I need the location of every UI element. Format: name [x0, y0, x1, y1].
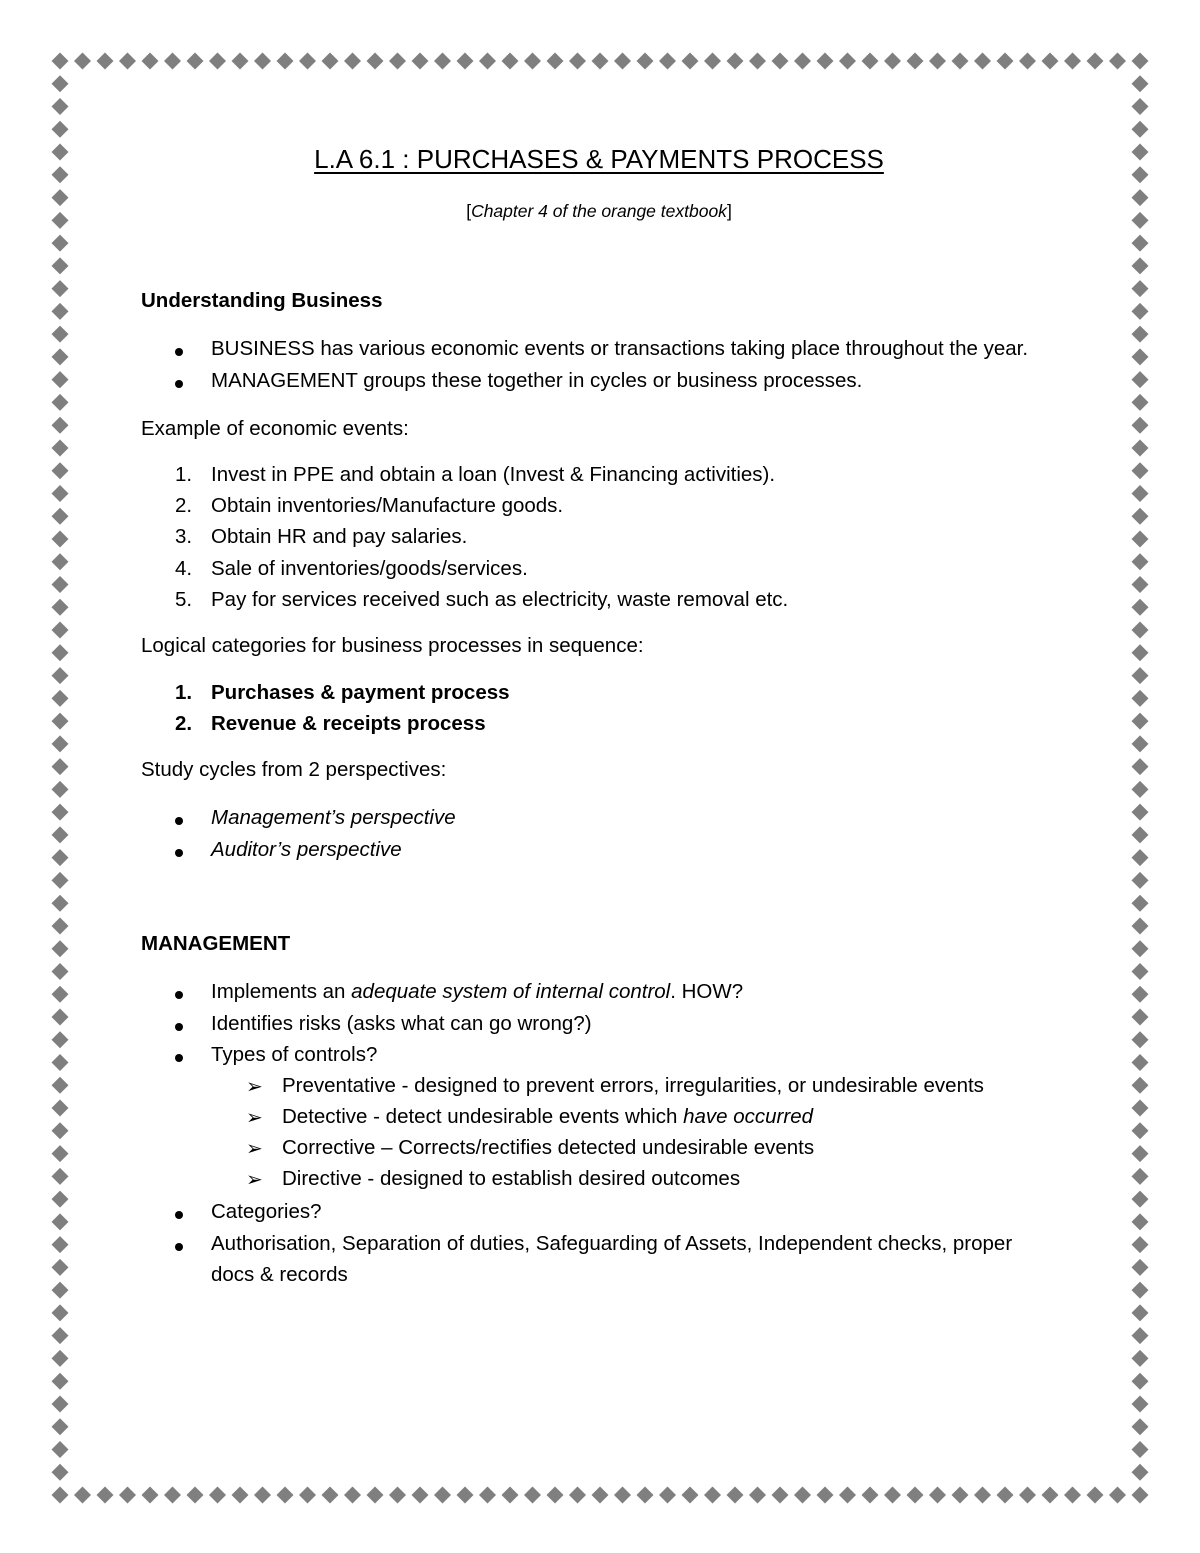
border-diamond — [1132, 371, 1149, 388]
border-diamond — [322, 53, 339, 70]
list-item: Types of controls? — [211, 1043, 378, 1066]
section-heading-examples: Example of economic events: — [141, 417, 409, 440]
border-diamond — [52, 212, 69, 229]
list-number: 2. — [175, 494, 193, 517]
sub-list-item: Corrective – Corrects/rectifies detected undesirable events — [282, 1136, 815, 1159]
border-diamond — [884, 1487, 901, 1504]
border-diamond — [1132, 257, 1149, 274]
border-diamond — [1087, 53, 1104, 70]
border-diamond — [1132, 599, 1149, 616]
border-diamond — [52, 98, 69, 115]
list-number: 1. — [175, 463, 193, 486]
border-diamond — [52, 1009, 69, 1026]
border-diamond — [907, 1487, 924, 1504]
border-diamond — [367, 1487, 384, 1504]
border-diamond — [52, 531, 69, 548]
border-diamond — [1132, 1077, 1149, 1094]
border-diamond — [727, 53, 744, 70]
border-diamond — [52, 986, 69, 1003]
border-diamond — [704, 53, 721, 70]
border-diamond — [1064, 1487, 1081, 1504]
border-diamond — [187, 53, 204, 70]
border-diamond — [1132, 326, 1149, 343]
border-diamond — [1132, 1487, 1149, 1504]
border-diamond — [52, 1031, 69, 1048]
border-diamond — [52, 1122, 69, 1139]
border-diamond — [1132, 553, 1149, 570]
border-diamond — [52, 189, 69, 206]
bullet-icon — [175, 380, 183, 388]
border-diamond — [209, 1487, 226, 1504]
border-diamond — [659, 53, 676, 70]
border-diamond — [1132, 1213, 1149, 1230]
border-diamond — [929, 53, 946, 70]
border-diamond — [727, 1487, 744, 1504]
border-diamond — [52, 462, 69, 479]
border-diamond — [52, 735, 69, 752]
list-number: 1. — [175, 681, 193, 704]
border-diamond — [1132, 849, 1149, 866]
border-diamond — [704, 1487, 721, 1504]
border-diamond — [637, 1487, 654, 1504]
bullet-icon — [175, 1023, 183, 1031]
border-diamond — [254, 1487, 271, 1504]
border-diamond — [997, 53, 1014, 70]
border-diamond — [1132, 485, 1149, 502]
border-diamond — [457, 53, 474, 70]
sub-list-item: Detective - detect undesirable events which have occurred — [282, 1105, 814, 1128]
border-diamond — [614, 1487, 631, 1504]
border-diamond — [52, 1145, 69, 1162]
border-diamond — [52, 75, 69, 92]
border-diamond — [52, 485, 69, 502]
border-diamond — [1132, 1373, 1149, 1390]
border-diamond — [1132, 1464, 1149, 1481]
border-diamond — [614, 53, 631, 70]
border-diamond — [1132, 212, 1149, 229]
section-heading-logical: Logical categories for business processes in sequence: — [141, 634, 644, 657]
border-diamond — [1132, 144, 1149, 161]
border-diamond — [52, 394, 69, 411]
border-diamond — [52, 644, 69, 661]
border-diamond — [1132, 963, 1149, 980]
border-diamond — [232, 1487, 249, 1504]
border-diamond — [1132, 804, 1149, 821]
list-item: Pay for services received such as electricity, waste removal etc. — [211, 588, 789, 611]
border-diamond — [52, 371, 69, 388]
border-diamond — [52, 849, 69, 866]
border-diamond — [97, 53, 114, 70]
border-diamond — [434, 53, 451, 70]
border-diamond — [187, 1487, 204, 1504]
bullet-icon — [175, 849, 183, 857]
border-diamond — [52, 1327, 69, 1344]
list-number: 3. — [175, 525, 193, 548]
border-diamond — [412, 53, 429, 70]
border-diamond — [1132, 713, 1149, 730]
border-diamond — [1132, 1282, 1149, 1299]
border-diamond — [52, 576, 69, 593]
border-diamond — [479, 53, 496, 70]
list-item: Revenue & receipts process — [211, 712, 486, 735]
border-diamond — [1132, 1259, 1149, 1276]
border-diamond — [1132, 690, 1149, 707]
border-diamond — [1132, 53, 1149, 70]
border-diamond — [1132, 1122, 1149, 1139]
section-heading-management: MANAGEMENT — [141, 932, 291, 955]
border-diamond — [907, 53, 924, 70]
border-diamond — [119, 53, 136, 70]
border-diamond — [52, 326, 69, 343]
border-diamond — [1132, 735, 1149, 752]
sub-list-item: Preventative - designed to prevent errors, irregularities, or undesirable events — [282, 1074, 984, 1097]
border-diamond — [1132, 986, 1149, 1003]
border-diamond — [52, 1304, 69, 1321]
list-item: Invest in PPE and obtain a loan (Invest & Financing activities). — [211, 463, 776, 486]
list-item: Authorisation, Separation of duties, Safeguarding of Assets, Independent checks, proper — [211, 1232, 1013, 1255]
border-diamond — [997, 1487, 1014, 1504]
border-diamond — [52, 1054, 69, 1071]
border-diamond — [52, 348, 69, 365]
border-diamond — [52, 1191, 69, 1208]
border-diamond — [1132, 462, 1149, 479]
border-diamond — [322, 1487, 339, 1504]
border-diamond — [772, 53, 789, 70]
border-diamond — [1132, 1100, 1149, 1117]
list-item: BUSINESS has various economic events or transactions taking place throughout the year. — [211, 337, 1029, 360]
border-diamond — [772, 1487, 789, 1504]
border-diamond — [142, 53, 159, 70]
border-diamond — [839, 1487, 856, 1504]
border-diamond — [412, 1487, 429, 1504]
bullet-icon — [175, 1054, 183, 1062]
border-diamond — [682, 1487, 699, 1504]
border-diamond — [1132, 895, 1149, 912]
border-diamond — [1132, 644, 1149, 661]
border-diamond — [52, 758, 69, 775]
border-diamond — [1132, 758, 1149, 775]
border-diamond — [52, 940, 69, 957]
border-diamond — [1109, 1487, 1126, 1504]
arrow-bullet-icon: ➢ — [246, 1138, 263, 1160]
border-diamond — [1132, 1168, 1149, 1185]
border-diamond — [52, 508, 69, 525]
border-diamond — [52, 1487, 69, 1504]
border-diamond — [884, 53, 901, 70]
border-diamond — [1132, 781, 1149, 798]
border-diamond — [74, 53, 91, 70]
border-diamond — [749, 53, 766, 70]
border-diamond — [434, 1487, 451, 1504]
bullet-icon — [175, 1243, 183, 1251]
list-number: 4. — [175, 557, 193, 580]
list-item: Obtain HR and pay salaries. — [211, 525, 468, 548]
border-diamond — [952, 53, 969, 70]
bullet-icon — [175, 817, 183, 825]
border-diamond — [52, 804, 69, 821]
border-diamond — [52, 144, 69, 161]
list-item: Implements an adequate system of internal control. HOW? — [211, 980, 744, 1003]
border-diamond — [952, 1487, 969, 1504]
border-diamond — [52, 1373, 69, 1390]
border-diamond — [1132, 1418, 1149, 1435]
border-diamond — [254, 53, 271, 70]
border-diamond — [52, 826, 69, 843]
border-diamond — [1132, 1350, 1149, 1367]
border-diamond — [52, 166, 69, 183]
border-diamond — [1132, 1441, 1149, 1458]
border-diamond — [457, 1487, 474, 1504]
list-number: 2. — [175, 712, 193, 735]
border-diamond — [524, 1487, 541, 1504]
border-diamond — [1132, 348, 1149, 365]
border-diamond — [52, 690, 69, 707]
border-diamond — [97, 1487, 114, 1504]
border-diamond — [52, 963, 69, 980]
border-diamond — [1132, 121, 1149, 138]
border-diamond — [52, 1168, 69, 1185]
border-diamond — [52, 235, 69, 252]
border-diamond — [1087, 1487, 1104, 1504]
border-diamond — [1109, 53, 1126, 70]
list-item: MANAGEMENT groups these together in cycles or business processes. — [211, 369, 863, 392]
border-diamond — [277, 53, 294, 70]
border-diamond — [817, 53, 834, 70]
border-diamond — [299, 53, 316, 70]
border-diamond — [344, 53, 361, 70]
border-diamond — [1019, 53, 1036, 70]
border-diamond — [1132, 1327, 1149, 1344]
border-diamond — [1132, 531, 1149, 548]
list-item: Management’s perspective — [211, 806, 456, 829]
border-diamond — [479, 1487, 496, 1504]
border-diamond — [52, 1236, 69, 1253]
border-diamond — [1132, 826, 1149, 843]
bullet-icon — [175, 991, 183, 999]
border-diamond — [502, 53, 519, 70]
border-diamond — [52, 1350, 69, 1367]
border-diamond — [862, 1487, 879, 1504]
border-diamond — [164, 53, 181, 70]
border-diamond — [1132, 394, 1149, 411]
border-diamond — [1132, 166, 1149, 183]
border-diamond — [209, 53, 226, 70]
section-heading-understanding: Understanding Business — [141, 289, 383, 312]
list-item: Categories? — [211, 1200, 322, 1223]
sub-list-item: Directive - designed to establish desired outcomes — [282, 1167, 741, 1190]
page-subtitle: [Chapter 4 of the orange textbook] — [466, 201, 732, 221]
border-diamond — [1132, 576, 1149, 593]
border-diamond — [52, 121, 69, 138]
bullet-icon — [175, 1211, 183, 1219]
border-diamond — [569, 1487, 586, 1504]
border-diamond — [52, 667, 69, 684]
border-diamond — [637, 53, 654, 70]
border-diamond — [52, 781, 69, 798]
border-diamond — [52, 1077, 69, 1094]
border-diamond — [1132, 417, 1149, 434]
border-diamond — [1132, 1236, 1149, 1253]
border-diamond — [52, 1100, 69, 1117]
border-diamond — [862, 53, 879, 70]
border-diamond — [52, 1395, 69, 1412]
border-diamond — [52, 1441, 69, 1458]
border-diamond — [1132, 75, 1149, 92]
bullet-icon — [175, 348, 183, 356]
border-diamond — [52, 439, 69, 456]
border-diamond — [52, 599, 69, 616]
list-item: Auditor’s perspective — [211, 838, 402, 861]
border-diamond — [52, 622, 69, 639]
border-diamond — [52, 280, 69, 297]
border-diamond — [142, 1487, 159, 1504]
border-diamond — [277, 1487, 294, 1504]
border-diamond — [592, 1487, 609, 1504]
border-diamond — [52, 1213, 69, 1230]
border-diamond — [502, 1487, 519, 1504]
border-diamond — [119, 1487, 136, 1504]
border-diamond — [52, 1259, 69, 1276]
border-diamond — [974, 1487, 991, 1504]
border-diamond — [1132, 940, 1149, 957]
border-diamond — [52, 1464, 69, 1481]
section-heading-perspectives: Study cycles from 2 perspectives: — [141, 758, 447, 781]
border-diamond — [1132, 1031, 1149, 1048]
border-diamond — [682, 53, 699, 70]
list-item: Purchases & payment process — [211, 681, 510, 704]
border-diamond — [1132, 872, 1149, 889]
border-diamond — [794, 1487, 811, 1504]
border-diamond — [52, 417, 69, 434]
border-diamond — [52, 257, 69, 274]
border-diamond — [974, 53, 991, 70]
border-diamond — [1132, 189, 1149, 206]
border-diamond — [344, 1487, 361, 1504]
border-diamond — [839, 53, 856, 70]
list-item: Sale of inventories/goods/services. — [211, 557, 528, 580]
border-diamond — [1132, 917, 1149, 934]
border-diamond — [52, 1282, 69, 1299]
border-diamond — [1132, 1054, 1149, 1071]
border-diamond — [817, 1487, 834, 1504]
border-diamond — [232, 53, 249, 70]
border-diamond — [164, 1487, 181, 1504]
border-diamond — [1132, 1304, 1149, 1321]
page-title: L.A 6.1 : PURCHASES & PAYMENTS PROCESS — [314, 144, 884, 174]
border-diamond — [524, 53, 541, 70]
border-diamond — [52, 713, 69, 730]
border-diamond — [1132, 439, 1149, 456]
border-diamond — [52, 553, 69, 570]
arrow-bullet-icon: ➢ — [246, 1107, 263, 1129]
border-diamond — [52, 895, 69, 912]
border-diamond — [1019, 1487, 1036, 1504]
border-diamond — [1042, 53, 1059, 70]
border-diamond — [1132, 1145, 1149, 1162]
list-item: Identifies risks (asks what can go wrong?) — [211, 1012, 592, 1035]
border-diamond — [1132, 667, 1149, 684]
border-diamond — [749, 1487, 766, 1504]
border-diamond — [52, 1418, 69, 1435]
border-diamond — [389, 53, 406, 70]
border-diamond — [52, 917, 69, 934]
border-diamond — [52, 53, 69, 70]
border-diamond — [547, 53, 564, 70]
border-diamond — [929, 1487, 946, 1504]
arrow-bullet-icon: ➢ — [246, 1169, 263, 1191]
arrow-bullet-icon: ➢ — [246, 1076, 263, 1098]
border-diamond — [1132, 508, 1149, 525]
border-diamond — [52, 872, 69, 889]
list-item: Obtain inventories/Manufacture goods. — [211, 494, 564, 517]
list-number: 5. — [175, 588, 193, 611]
border-diamond — [1132, 98, 1149, 115]
border-diamond — [52, 303, 69, 320]
list-item-continuation: docs & records — [211, 1263, 348, 1286]
border-diamond — [367, 53, 384, 70]
border-diamond — [794, 53, 811, 70]
border-diamond — [1132, 1191, 1149, 1208]
border-diamond — [1042, 1487, 1059, 1504]
border-diamond — [659, 1487, 676, 1504]
border-diamond — [1132, 1395, 1149, 1412]
border-diamond — [74, 1487, 91, 1504]
border-diamond — [547, 1487, 564, 1504]
border-diamond — [592, 53, 609, 70]
border-diamond — [1132, 235, 1149, 252]
border-diamond — [569, 53, 586, 70]
border-diamond — [1132, 303, 1149, 320]
border-diamond — [1132, 280, 1149, 297]
border-diamond — [299, 1487, 316, 1504]
border-diamond — [389, 1487, 406, 1504]
border-diamond — [1064, 53, 1081, 70]
border-diamond — [1132, 622, 1149, 639]
border-diamond — [1132, 1009, 1149, 1026]
